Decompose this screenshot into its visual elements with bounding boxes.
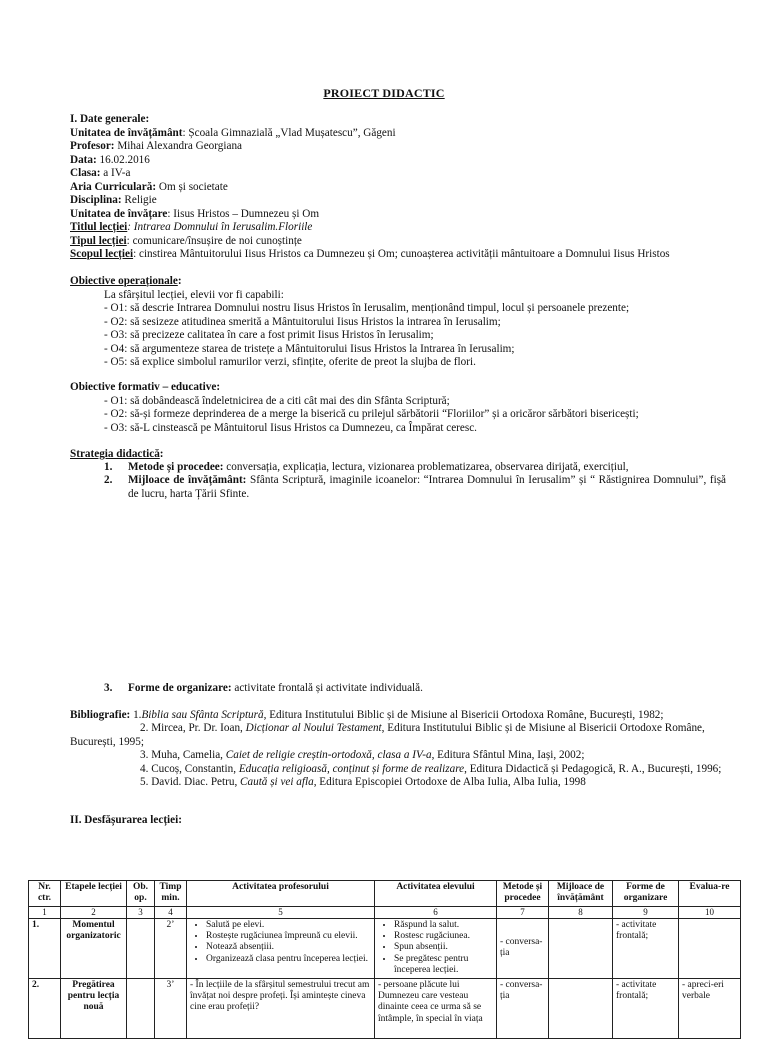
- bibliography-entry-details: , Editura Institutului Biblic și de Misiune al Bisericii Ortodoxa Române, București, 1982;: [263, 709, 664, 721]
- table-row: [29, 918, 741, 978]
- bibliography-entry-prefix: 4. Cucoș, Constantin,: [140, 762, 239, 775]
- scopul-value: : cinstirea Mântuitorului Iisus Hristos ca Dumnezeu și Om; cunoașterea activității mântuitoare a Domnului Iisus Hristos: [133, 248, 670, 260]
- strategy-item-means: [104, 474, 726, 501]
- bibliography-entry-details: , Editura Didactică și Pedagogică, R. A., București, 1996;: [464, 762, 722, 775]
- list-item: • Spun absenții.: [394, 942, 493, 953]
- bibliography-entry-4: [70, 763, 730, 776]
- profesor-value: Mihai Alexandra Georgiana: [114, 140, 243, 152]
- tipul-label: Tipul lecției: [70, 234, 127, 247]
- strategy-item-content: [128, 682, 726, 695]
- titlul-value: : Intrarea Domnului în Ierusalim.Floriile: [127, 221, 313, 233]
- column-number: 7: [497, 906, 549, 918]
- strategy-list-continued: [104, 682, 726, 695]
- list-item: • Rostesc rugăciunea.: [394, 931, 493, 942]
- titlul-line: [70, 221, 730, 235]
- strategy-item-text: Sfânta Scriptură, imaginile icoanelor: “Intrarea Domnului în Ierusalim” și “ Răstignirea Domnului”, fișă de lucru, harta Țării Sfinte.: [128, 474, 727, 500]
- unitatea-invatare-label: Unitatea de învățare: [70, 207, 168, 220]
- row-activitatea-elevului: - persoane plăcute lui Dumnezeu care vesteau dinainte ceea ce urma să se întâmple, în special în viața: [375, 978, 497, 1038]
- column-number: 10: [679, 906, 741, 918]
- strategy-item-number: 2.: [104, 474, 113, 487]
- bibliography-entry-title: Biblia sau Sfânta Scriptură: [141, 709, 264, 721]
- unitate-value: : Școala Gimnazială „Vlad Mușatescu”, Găgeni: [182, 126, 396, 139]
- strategy-heading: [70, 448, 730, 462]
- clasa-label: Clasa:: [70, 167, 101, 179]
- disciplina-value: Religie: [121, 194, 157, 206]
- column-number: 3: [127, 906, 155, 918]
- bibliography-entry-prefix: 2. Mircea, Pr. Dr. Ioan,: [140, 722, 246, 735]
- professor-activity-list: [190, 920, 371, 966]
- row-activitatea-profesorului: [187, 918, 375, 978]
- strategy-item-number: 3.: [104, 682, 113, 694]
- tipul-value: : comunicare/însușire de noi cunoștințe: [126, 234, 302, 247]
- strategy-heading-text: Strategia didactică: [70, 448, 160, 460]
- operational-objectives-heading-text: Obiective operaționale: [70, 275, 178, 287]
- strategy-list: [104, 461, 726, 501]
- bibliography-entry-details: , Editura Institutului Biblic și de Misiune al Bisericii Ortodoxe Române, București, 1995;: [70, 722, 705, 748]
- column-number: 4: [155, 906, 187, 918]
- formative-objectives-heading: Obiective formativ – educative:: [70, 381, 221, 393]
- strategy-item-label: Forme de organizare:: [128, 682, 232, 694]
- scopul-line: [70, 248, 730, 262]
- table-row: [29, 978, 741, 1038]
- row-activitatea-elevului: [375, 918, 497, 978]
- unitate-line: [70, 127, 730, 141]
- table-header-evaluare: Evalua-re: [679, 881, 741, 907]
- student-activity-list: [378, 920, 493, 977]
- operational-objective-item: - O3: să precizeze calitatea în care a fost primit Iisus Hristos în Ierusalim;: [104, 329, 434, 341]
- row-mijloace: [549, 978, 613, 1038]
- row-evaluare: - apreci-eri verbale: [679, 978, 741, 1038]
- table-header-activitatea-profesorului: Activitatea profesorului: [187, 881, 375, 907]
- general-heading: I. Date generale:: [70, 113, 150, 125]
- bibliography-entry-prefix: 3. Muha, Camelia,: [140, 749, 226, 762]
- bibliography-entry-2: [70, 722, 730, 749]
- bibliography-entry-5: [70, 776, 730, 789]
- scopul-label: Scopul lecției: [70, 248, 134, 260]
- data-value: 16.02.2016: [96, 153, 150, 166]
- operational-objectives-heading: [70, 275, 730, 289]
- unitatea-invatare-line: [70, 208, 730, 222]
- formative-objective-item: - O3: să-L cinstească pe Mântuitorul Iisus Hristos ca Dumnezeu, ca Împărat ceresc.: [104, 421, 477, 434]
- strategy-item-content: [128, 474, 726, 501]
- operational-objectives-section: [70, 275, 730, 370]
- column-number: 9: [613, 906, 679, 918]
- row-forme: - activitate frontală;: [613, 918, 679, 978]
- list-item: • Salută pe elevi.: [206, 920, 371, 931]
- table-header-row: [29, 881, 741, 907]
- unitatea-invatare-value: : Iisus Hristos – Dumnezeu și Om: [167, 207, 320, 220]
- disciplina-label: Disciplina:: [70, 194, 122, 206]
- table-header-ob: Ob. op.: [127, 881, 155, 907]
- bibliography-entry-prefix: 1.: [130, 709, 142, 721]
- row-nr: 1.: [29, 918, 61, 978]
- row-timp: 2’: [155, 918, 187, 978]
- strategy-item-number: 1.: [104, 461, 113, 473]
- operational-objective-item: - O5: să explice simbolul ramurilor verzi, sfințite, oferite de preot la slujba de flori.: [104, 356, 476, 368]
- list-item: • Se pregătesc pentru începerea lecției.: [394, 954, 493, 977]
- list-item: • Răspund la salut.: [394, 920, 493, 931]
- tipul-line: [70, 235, 730, 249]
- row-nr: 2.: [29, 978, 61, 1038]
- operational-objective-item: - O4: să argumenteze starea de tristețe a Mântuitorului Iisus Hristos la Intrarea în Ierusalim;: [104, 342, 515, 355]
- row-ob: [127, 918, 155, 978]
- unitate-label: Unitatea de învățământ: [70, 126, 183, 139]
- table-header-mijloace: Mijloace de învățământ: [549, 881, 613, 907]
- bibliography-entry-title: Educația religioasă, conținut și forme de realizare: [238, 762, 465, 775]
- table-header-timp: Timp min.: [155, 881, 187, 907]
- strategy-heading-colon: :: [159, 448, 164, 460]
- row-ob: [127, 978, 155, 1038]
- bibliography-label: Bibliografie:: [70, 709, 131, 721]
- lesson-table: [28, 880, 741, 1039]
- table-header-forme: Forme de organizare: [613, 881, 679, 907]
- data-line: [70, 154, 730, 168]
- profesor-label: Profesor:: [70, 140, 115, 152]
- bibliography-entry-title: Caiet de religie creștin-ortodoxă, clasa a IV-a: [225, 749, 432, 762]
- row-activitatea-profesorului: - În lecțiile de la sfârșitul semestrului trecut am învățat noi despre profeți. Își amintește cineva cine erau profeții?: [187, 978, 375, 1038]
- bibliography-entry-prefix: 5. David. Diac. Petru,: [140, 776, 241, 789]
- column-number: 8: [549, 906, 613, 918]
- section-2-heading: II. Desfășurarea lecției:: [70, 814, 182, 826]
- titlul-label: Titlul lecției: [70, 221, 128, 233]
- aria-label: Aria Curriculară:: [70, 180, 157, 193]
- list-item: • Rostește rugăciunea împreună cu elevii.: [206, 931, 371, 942]
- strategy-item-text: activitate frontală și activitate individuală.: [231, 682, 423, 694]
- row-etapa: Momentul organizatoric: [61, 918, 127, 978]
- table-header-nr: Nr. ctr.: [29, 881, 61, 907]
- bibliography-section: [70, 709, 730, 790]
- formative-objective-item: - O1: să dobândească îndeletnicirea de a citi cât mai des din Sfânta Scriptură;: [104, 394, 450, 407]
- aria-value: Om și societate: [156, 180, 228, 193]
- list-item: • Notează absențiii.: [206, 942, 371, 953]
- row-timp: 3’: [155, 978, 187, 1038]
- table-header-metode: Metode și procedee: [497, 881, 549, 907]
- bibliography-entry-details: , Editura Episcopiei Ortodoxe de Alba Iulia, Alba Iulia, 1998: [313, 776, 586, 789]
- document-title: PROIECT DIDACTIC: [323, 86, 445, 100]
- bibliography-entry-title: Dicționar al Noului Testament: [245, 722, 382, 735]
- bibliography-entry-details: , Editura Sfântul Mina, Iași, 2002;: [431, 749, 585, 762]
- column-number: 1: [29, 906, 61, 918]
- list-item: • Organizează clasa pentru începerea lecției.: [206, 954, 371, 965]
- table-header-etapele: Etapele lecției: [61, 881, 127, 907]
- formative-objective-item: - O2: să-și formeze deprinderea de a merge la biserică cu prilejul sărbătorii “Floriilor” și a oricăror sărbători bisericești;: [104, 408, 639, 420]
- data-label: Data:: [70, 153, 97, 166]
- strategy-item-forms: [104, 682, 726, 695]
- row-evaluare: [679, 918, 741, 978]
- operational-objectives-heading-colon: :: [177, 275, 182, 287]
- aria-line: [70, 181, 730, 195]
- bibliography-entry-1: [70, 709, 730, 722]
- strategy-item-content: [128, 461, 726, 474]
- strategy-item-label: Metode și procedee:: [128, 461, 224, 473]
- strategy-item-methods: [104, 461, 726, 474]
- row-mijloace: [549, 918, 613, 978]
- table-column-numbers-row: [29, 906, 741, 918]
- clasa-line: [70, 167, 730, 181]
- column-number: 2: [61, 906, 127, 918]
- general-data-section: [70, 113, 730, 262]
- bibliography-entry-3: [70, 749, 730, 762]
- column-number: 6: [375, 906, 497, 918]
- formative-objectives-section: [70, 381, 730, 435]
- row-metode: - conversa-ția: [497, 978, 549, 1038]
- bibliography-entry-title: Caută și vei afla: [240, 776, 314, 789]
- operational-objectives-intro: La sfârșitul lecției, elevii vor fi capabili:: [104, 288, 284, 301]
- strategy-item-text: conversația, explicația, lectura, vizionarea problematizarea, observarea dirijată, exercițiul,: [223, 461, 629, 473]
- strategy-heading-block: [70, 448, 730, 462]
- row-etapa: Pregătirea pentru lecția nouă: [61, 978, 127, 1038]
- operational-objective-item: - O2: să sesizeze atitudinea smerită a Mântuitorului Iisus Hristos la intrarea în Ierusalim;: [104, 315, 501, 328]
- clasa-value: a IV-a: [100, 167, 131, 179]
- operational-objective-item: - O1: să descrie Intrarea Domnului nostru Iisus Hristos în Ierusalim, menționând timpul, locul și persoanele prezente;: [104, 302, 630, 314]
- disciplina-line: [70, 194, 730, 208]
- section-2-heading-block: [70, 814, 730, 828]
- column-number: 5: [187, 906, 375, 918]
- table-header-activitatea-elevului: Activitatea elevului: [375, 881, 497, 907]
- row-forme: - activitate frontală;: [613, 978, 679, 1038]
- strategy-item-label: Mijloace de învățământ:: [128, 474, 247, 487]
- profesor-line: [70, 140, 730, 154]
- row-metode: - conversa-ția: [497, 918, 549, 978]
